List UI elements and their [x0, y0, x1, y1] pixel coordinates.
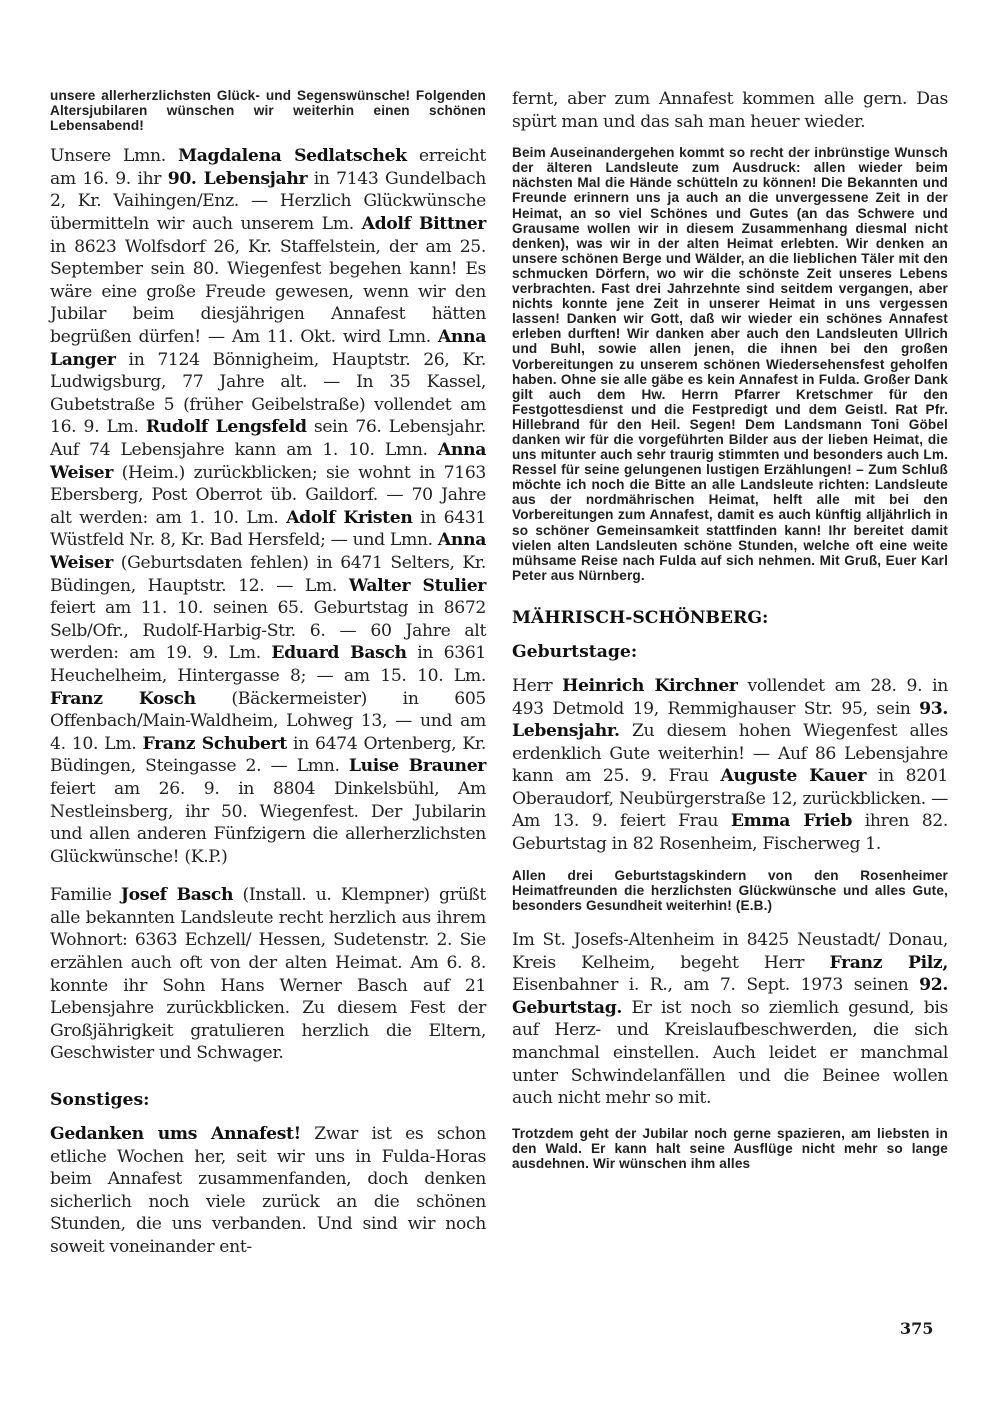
bold-name: Anna Weiser	[50, 530, 486, 573]
bold-name: Heinrich Kirchner	[562, 675, 738, 696]
right-column	[512, 88, 948, 1171]
bold-name: Anna Langer	[50, 327, 486, 370]
text-run: Trotzdem geht der Jubilar noch gerne spazieren, am liebsten in den Wald. Er kann halt seine Ausflüge nicht mehr so lange ausdehnen. Wir wünschen ihm alles	[512, 1125, 948, 1171]
text-run: fernt, aber zum Annafest kommen alle gern. Das spürt man und das sah man heuer wieder.	[512, 89, 948, 132]
bold-name: Josef Basch	[120, 885, 234, 906]
bold-name: Karl Peter	[512, 552, 948, 583]
spacer	[512, 913, 948, 929]
text-run: in 8623 Wolfsdorf 26, Kr. Staffelstein, der am 25. September sein 80. Wiegenfest begehen kann! Es wäre eine große Freude gewesen, wenn wir den Jubilar beim diesjährigen Annafest hätten begrüßen dürfen! — Am 11. Okt. wird Lmn.	[50, 236, 486, 348]
text-run: in 6361 Heuchelheim, Hintergasse 8; — am 15. 10. Lm.	[50, 643, 486, 686]
page-number: 375	[900, 1319, 934, 1338]
small-print-paragraph	[512, 145, 948, 583]
bold-name: Magdalena Sedlatschek	[178, 146, 407, 167]
bold-name: Adolf Bittner	[361, 214, 486, 235]
spacer	[50, 868, 486, 884]
spacer	[512, 133, 948, 145]
text-run: Herr	[512, 675, 563, 696]
bold-name: Gedanken ums Annafest!	[50, 1124, 301, 1145]
section-heading: MÄHRISCH-SCHÖNBERG:	[512, 607, 769, 628]
small-print-paragraph	[50, 88, 486, 133]
bold-name: Adolf Kristen	[286, 507, 413, 528]
paragraph	[50, 1123, 486, 1259]
text-run: in 7124 Bönnigheim, Hauptstr. 26, Kr. Ludwigsburg, 77 Jahre alt. — In 35 Kassel, Gubetstraße 5 (früher Geibelstraße) vollendet am 16. 9. Lm.	[50, 349, 486, 438]
section-heading: Geburtstage:	[512, 641, 638, 662]
spacer	[50, 1111, 486, 1123]
text-run: Beim Auseinandergehen kommt so recht der inbrünstige Wunsch der älteren Landsleute zum Ausdruck: allen wieder beim nächsten Mal die Hände schütteln zu können! Die Bekannten und Freunde erinnern uns ja auch an die unvergessene Zeit in der Heimat, an so viel Schönes und Gutes (an das Schwere und Grausame wollen wir in diesem Zusammenhang diesmal nicht denken), was wir in der alten Heimat erlebten. Wir denken an unsere schönen Berge und Wälder, an die lieblichen Täler mit den schmucken Dörfern, wo wir die schönste Zeit unseres Lebens verbrachten. Fast drei Jahrzehnte sind seitdem vergangen, aber nichts konnte jene Zeit in unserer Heimat in uns vergessen lassen! Danken wir Gott, daß wir wieder ein schönes Annafest erleben durften! Wir danken aber auch den Landsleuten Ullrich und Buhl, sowie allen jenen, die ihnen bei den großen Vorbereitungen zu unserem schönen Wiedersehensfest geholfen haben. Ohne sie alle gäbe es kein Annafest in Fulda. Großer Dank gilt auch dem Hw. Herrn Pfarrer Kretschmer für den Festgottesdienst und die Festpredigt und dem Geistl. Rat Pfr. Hillebrand für den Heil. Segen! Dem Landsmann Toni Göbel danken wir für die vorgeführten Bilder aus der lieben Heimat, die uns mitunter auch sehr traurig stimmten und besonders auch Lm. Ressel für seine gelungenen lustigen Erzählungen! – Zum Schluß möchte ich noch die Bitte an alle Landsleute richten: Landsleute aus der nordmährischen Heimat, helft alle mit bei den Vorbereitungen zum Annafest, damit es auch künftig alljährlich in so schöner Gemeinsamkeit stattfinden kann! Ihr bereitet damit vielen alten Landsleuten schöne Stunden, welche oft eine weite mühsame Reise nach Fulda auf sich nehmen. Mit Gruß, Euer	[512, 145, 948, 568]
bold-name: Franz Pilz,	[829, 952, 948, 973]
text-run: in 8201 Oberaudorf, Neubürgerstraße 12, zurückblicken. — Am 13. 9. feiert Frau	[512, 766, 948, 832]
text-run: (Heim.) zurückblicken; sie wohnt in 7163 Ebersberg, Post Oberrot üb. Gaildorf. — 70 Jahre alt werden: am 1. 10. Lm.	[50, 462, 486, 528]
bold-name: Eduard Basch	[271, 643, 407, 664]
bold-name: Franz Schubert	[142, 733, 287, 754]
text-run: erreicht am 16. 9. ihr	[50, 146, 486, 189]
paragraph	[50, 884, 486, 1065]
text-run: feiert am 11. 10. seinen 65. Geburtstag in 8672 Selb/Ofr., Rudolf-Harbig-Str. 6. — 60 Jahre alt werden: am 19. 9. Lm.	[50, 598, 486, 664]
paragraph	[50, 145, 486, 868]
spacer	[512, 629, 948, 641]
text-run: Unsere Lmn.	[50, 146, 179, 167]
text-run: (Geburtsdaten fehlen) in 6471 Selters, Kr. Büdingen, Hauptstr. 12. — Lm.	[50, 552, 486, 596]
text-run: Familie	[50, 885, 121, 906]
text-run: Im St. Josefs-Altenheim in 8425 Neustadt/ Donau, Kreis Kelheim, begeht Herr	[512, 929, 948, 973]
bold-name: 92. Geburtstag.	[512, 975, 948, 1018]
text-run: Eisenbahner i. R., am 7. Sept. 1973 seinen	[512, 975, 920, 996]
spacer	[512, 1110, 948, 1126]
paragraph	[512, 929, 948, 1110]
text-run: Er ist noch so ziemlich gesund, bis auf Herz- und Kreislaufbeschwerden, die sich manchmal einstellen. Auch leidet er manchmal unter Schwindelanfällen und die Beinee wollen auch nicht mehr so mit.	[512, 997, 948, 1109]
bold-name: Anna Weiser	[50, 440, 486, 483]
text-run: (Bäckermeister) in 605 Offenbach/Main-Waldheim, Lohweg 13, — und am 4. 10. Lm.	[50, 688, 486, 754]
text-run: feiert am 26. 9. in 8804 Dinkelsbühl, Am Nestleinsberg, ihr 50. Wiegenfest. Der Jubilarin und allen anderen Fünfzigern die allerherzlichsten Glückwünsche! (K.P.)	[50, 778, 486, 867]
spacer	[512, 856, 948, 868]
text-run: in 7143 Gundelbach 2, Kr. Vaihingen/Enz. — Herzlich Glückwünsche übermitteln wir auch unserem Lm.	[50, 168, 486, 235]
small-print-paragraph	[512, 868, 948, 913]
bold-name: Rudolf Lengsfeld	[145, 417, 307, 438]
text-run: (Install. u. Klempner) grüßt alle bekannten Landsleute recht herzlich aus ihrem Wohnort: 6363 Echzell/ Hessen, Sudetenstr. 2. Sie erzählen auch oft von der alten Heimat. Am 6. 8. konnte ihr Sohn Hans Werner Basch auf 21 Lebensjahre zurückblicken. Zu diesem Fest der Großjährigkeit gratulieren herzlich die Eltern, Geschwister und Schwager.	[50, 885, 486, 1064]
left-column	[50, 88, 486, 1259]
text-run: aus Nürnberg.	[546, 567, 645, 583]
text-run: in 6474 Ortenberg, Kr. Büdingen, Steingasse 2. — Lmn.	[50, 733, 486, 777]
spacer	[50, 1065, 486, 1089]
text-run: ihren 82. Geburtstag in 82 Rosenheim, Fischerweg 1.	[512, 811, 949, 855]
text-run: Zu diesem hohen Wiegenfest alles erdenklich Gute weiterhin! — Auf 86 Lebensjahre kann am 25. 9. Frau	[512, 721, 948, 787]
text-run: in 6431 Wüstfeld Nr. 8, Kr. Bad Hersfeld; — und Lmn.	[50, 507, 487, 551]
text-run: vollendet am 28. 9. in 493 Detmold 19, Remmighauser Str. 95, sein	[512, 675, 948, 719]
paragraph	[512, 675, 948, 856]
bold-name: Auguste Kauer	[720, 766, 867, 787]
bold-name: Emma Frieb	[730, 811, 853, 832]
section-heading: Sonstiges:	[50, 1090, 150, 1111]
text-run: unsere allerherzlichsten Glück- und Segenswünsche! Folgenden Altersjubilaren wünschen wir weiterhin einen schönen Lebensabend!	[50, 88, 486, 134]
bold-name: Walter Stulier	[348, 575, 486, 596]
text-run: sein 76. Lebensjahr. Auf 74 Lebensjahre kann am 1. 10. Lmn.	[50, 417, 486, 460]
small-print-paragraph	[512, 1126, 948, 1171]
spacer	[512, 583, 948, 607]
paragraph	[512, 88, 948, 133]
text-run: Allen drei Geburtstagskindern von den Rosenheimer Heimatfreunden die herzlichsten Glückwünsche und alles Gute, besonders Gesundheit weiterhin! (E.B.)	[512, 867, 948, 913]
bold-name: 90. Lebensjahr	[167, 168, 308, 189]
spacer	[50, 133, 486, 145]
bold-name: Franz Kosch	[50, 688, 196, 709]
bold-name: Luise Brauner	[348, 756, 486, 777]
text-run: Zwar ist es schon etliche Wochen her, seit wir uns in Fulda-Horas beim Annafest zusammenfanden, doch denken sicherlich noch viele zurück an die schönen Stunden, die uns verbanden. Und sind wir noch soweit voneinander ent-	[50, 1124, 487, 1257]
bold-name: 93. Lebensjahr.	[512, 698, 948, 742]
spacer	[512, 663, 948, 675]
